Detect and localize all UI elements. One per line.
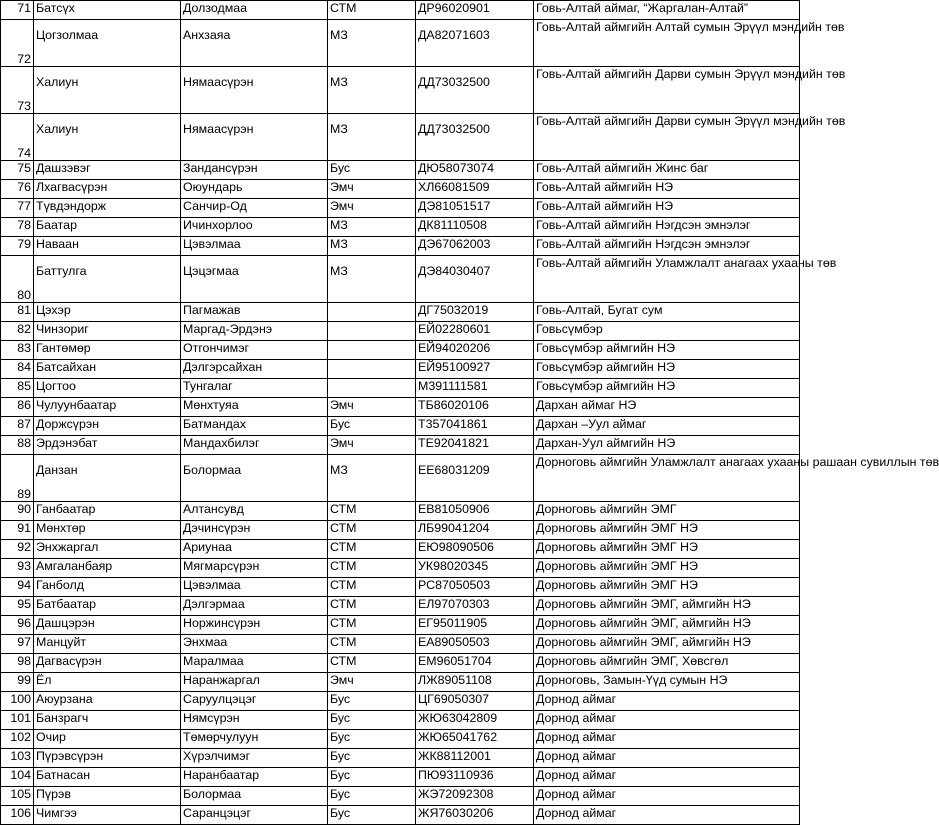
- registration-cell: ДГ75032019: [416, 303, 534, 322]
- row-number-cell: 101: [1, 711, 34, 730]
- row-number-cell: 79: [1, 237, 34, 256]
- row-number-cell: 103: [1, 749, 34, 768]
- row-number-cell: 97: [1, 635, 34, 654]
- name-cell: Баатар: [34, 218, 181, 237]
- row-number-cell: 84: [1, 360, 34, 379]
- table-row: [1, 578, 800, 597]
- given-name-cell: Алтансувд: [181, 502, 328, 521]
- row-number-cell: 73: [1, 67, 34, 114]
- name-cell: Чулуунбаатар: [34, 398, 181, 417]
- given-name-cell: Отгончимэг: [181, 341, 328, 360]
- table-row: [1, 597, 800, 616]
- location-cell: Дархан аймаг НЭ: [534, 398, 800, 417]
- row-number-cell: 89: [1, 455, 34, 502]
- role-cell: Бус: [328, 768, 416, 787]
- role-cell: СТМ: [328, 597, 416, 616]
- role-cell: [328, 322, 416, 341]
- name-cell: Манцуйт: [34, 635, 181, 654]
- location-cell: Дорноговь, Замын-Үүд сумын НЭ: [534, 673, 800, 692]
- row-number-cell: 82: [1, 322, 34, 341]
- registration-cell: ДД73032500: [416, 67, 534, 114]
- role-cell: Бус: [328, 161, 416, 180]
- given-name-cell: Тунгалаг: [181, 379, 328, 398]
- row-number-cell: 92: [1, 540, 34, 559]
- location-cell: Дорноговь аймгийн ЭМГ НЭ: [534, 559, 800, 578]
- registration-cell: ЕЕ68031209: [416, 455, 534, 502]
- role-cell: Бус: [328, 417, 416, 436]
- name-cell: Банзрагч: [34, 711, 181, 730]
- name-cell: Аюурзана: [34, 692, 181, 711]
- table-row: [1, 455, 800, 502]
- role-cell: МЗ: [328, 218, 416, 237]
- registration-cell: ЕЙ02280601: [416, 322, 534, 341]
- row-number-cell: 105: [1, 787, 34, 806]
- location-cell: Дорнод аймаг: [534, 692, 800, 711]
- location-cell: Дорнод аймаг: [534, 730, 800, 749]
- role-cell: Эмч: [328, 199, 416, 218]
- table-row: [1, 654, 800, 673]
- table-row: [1, 20, 800, 67]
- given-name-cell: Наранбаатар: [181, 768, 328, 787]
- role-cell: СТМ: [328, 559, 416, 578]
- table-row: [1, 768, 800, 787]
- table-row: [1, 502, 800, 521]
- registration-cell: ЕВ81050906: [416, 502, 534, 521]
- table-row: [1, 1, 800, 20]
- registration-cell: ПЮ93110936: [416, 768, 534, 787]
- location-cell: Говьсүмбэр аймгийн НЭ: [534, 360, 800, 379]
- row-number-cell: 71: [1, 1, 34, 20]
- role-cell: Бус: [328, 806, 416, 825]
- role-cell: Эмч: [328, 398, 416, 417]
- role-cell: Эмч: [328, 673, 416, 692]
- given-name-cell: Батмандах: [181, 417, 328, 436]
- name-cell: Пүрэвсүрэн: [34, 749, 181, 768]
- location-cell: Говь-Алтай аймгийн НЭ: [534, 199, 800, 218]
- row-number-cell: 77: [1, 199, 34, 218]
- given-name-cell: Хүрэлчимэг: [181, 749, 328, 768]
- name-cell: Наваан: [34, 237, 181, 256]
- role-cell: МЗ: [328, 20, 416, 67]
- name-cell: Дагвасүрэн: [34, 654, 181, 673]
- row-number-cell: 72: [1, 20, 34, 67]
- name-cell: Ганболд: [34, 578, 181, 597]
- name-cell: Амгаланбаяр: [34, 559, 181, 578]
- table-row: [1, 749, 800, 768]
- registration-cell: ДР96020901: [416, 1, 534, 20]
- table-row: [1, 787, 800, 806]
- registration-cell: ДЭ84030407: [416, 256, 534, 303]
- table-row: [1, 436, 800, 455]
- registration-cell: ДЭ67062003: [416, 237, 534, 256]
- role-cell: Бус: [328, 711, 416, 730]
- row-number-cell: 96: [1, 616, 34, 635]
- location-cell: Дорнод аймаг: [534, 787, 800, 806]
- table-row: [1, 379, 800, 398]
- name-cell: Мөнхтөр: [34, 521, 181, 540]
- location-cell: Говь-Алтай аймгийн Дарви сумын Эрүүл мэндийн төв: [534, 114, 800, 161]
- registration-cell: ЖК88112001: [416, 749, 534, 768]
- name-cell: Цогзолмаа: [34, 20, 181, 67]
- role-cell: СТМ: [328, 521, 416, 540]
- given-name-cell: Оюундарь: [181, 180, 328, 199]
- table-row: [1, 521, 800, 540]
- table-row: [1, 417, 800, 436]
- role-cell: Эмч: [328, 436, 416, 455]
- given-name-cell: Долзодмаа: [181, 1, 328, 20]
- role-cell: [328, 303, 416, 322]
- location-cell: Говь-Алтай аймгийн Дарви сумын Эрүүл мэндийн төв: [534, 67, 800, 114]
- given-name-cell: Цэвэлмаа: [181, 237, 328, 256]
- name-cell: Баттулга: [34, 256, 181, 303]
- table-row: [1, 237, 800, 256]
- registration-cell: ЕЛ97070303: [416, 597, 534, 616]
- registration-cell: ДА82071603: [416, 20, 534, 67]
- location-cell: Дорноговь аймгийн ЭМГ НЭ: [534, 578, 800, 597]
- name-cell: Ёл: [34, 673, 181, 692]
- location-cell: Говь-Алтай аймгийн Уламжлалт анагаах ухааны төв: [534, 256, 800, 303]
- registration-cell: ХЛ66081509: [416, 180, 534, 199]
- row-number-cell: 99: [1, 673, 34, 692]
- name-cell: Цогтоо: [34, 379, 181, 398]
- row-number-cell: 83: [1, 341, 34, 360]
- table-row: [1, 540, 800, 559]
- table-row: [1, 199, 800, 218]
- name-cell: Чимгээ: [34, 806, 181, 825]
- name-cell: Халиун: [34, 67, 181, 114]
- table-row: [1, 114, 800, 161]
- name-cell: Чинзориг: [34, 322, 181, 341]
- given-name-cell: Энхмаа: [181, 635, 328, 654]
- location-cell: Говь-Алтай, Бугат сум: [534, 303, 800, 322]
- location-cell: Дорнод аймаг: [534, 806, 800, 825]
- given-name-cell: Мягмарсүрэн: [181, 559, 328, 578]
- location-cell: Дорноговь аймгийн ЭМГ, Хөвсгөл: [534, 654, 800, 673]
- table-row: [1, 398, 800, 417]
- name-cell: Дашцэрэн: [34, 616, 181, 635]
- name-cell: Батсүх: [34, 1, 181, 20]
- registration-cell: УК98020345: [416, 559, 534, 578]
- given-name-cell: Пагмажав: [181, 303, 328, 322]
- location-cell: Дорноговь аймгийн ЭМГ, аймгийн НЭ: [534, 635, 800, 654]
- given-name-cell: Төмөрчулуун: [181, 730, 328, 749]
- role-cell: Бус: [328, 730, 416, 749]
- location-cell: Дорноговь аймгийн ЭМГ, аймгийн НЭ: [534, 616, 800, 635]
- given-name-cell: Ариунаа: [181, 540, 328, 559]
- name-cell: Эрдэнэбат: [34, 436, 181, 455]
- location-cell: Дорнод аймаг: [534, 768, 800, 787]
- role-cell: МЗ: [328, 114, 416, 161]
- role-cell: СТМ: [328, 635, 416, 654]
- role-cell: СТМ: [328, 654, 416, 673]
- row-number-cell: 90: [1, 502, 34, 521]
- location-cell: Дорноговь аймгийн Уламжлалт анагаах ухааны рашаан сувиллын төв: [534, 455, 800, 502]
- location-cell: Дорнод аймаг: [534, 711, 800, 730]
- table-row: [1, 256, 800, 303]
- given-name-cell: Маралмаа: [181, 654, 328, 673]
- row-number-cell: 81: [1, 303, 34, 322]
- registration-cell: ЛЖ89051108: [416, 673, 534, 692]
- role-cell: СТМ: [328, 1, 416, 20]
- given-name-cell: Дэлгэрмаа: [181, 597, 328, 616]
- name-cell: Гантөмөр: [34, 341, 181, 360]
- location-cell: Говь-Алтай аймгийн Жинс баг: [534, 161, 800, 180]
- name-cell: Очир: [34, 730, 181, 749]
- registration-cell: ДК81110508: [416, 218, 534, 237]
- role-cell: СТМ: [328, 616, 416, 635]
- table-row: [1, 303, 800, 322]
- given-name-cell: Анхзаяа: [181, 20, 328, 67]
- name-cell: Дашзэвэг: [34, 161, 181, 180]
- location-cell: Говь-Алтай аймгийн Нэгдсэн эмнэлэг: [534, 237, 800, 256]
- given-name-cell: Дэчинсүрэн: [181, 521, 328, 540]
- name-cell: Батбаатар: [34, 597, 181, 616]
- given-name-cell: Саранцэцэг: [181, 806, 328, 825]
- given-name-cell: Болормаа: [181, 455, 328, 502]
- given-name-cell: Маргад-Эрдэнэ: [181, 322, 328, 341]
- row-number-cell: 78: [1, 218, 34, 237]
- given-name-cell: Нямаасүрэн: [181, 114, 328, 161]
- role-cell: Бус: [328, 692, 416, 711]
- row-number-cell: 86: [1, 398, 34, 417]
- given-name-cell: Норжинсүрэн: [181, 616, 328, 635]
- given-name-cell: Нямаасүрэн: [181, 67, 328, 114]
- table-row: [1, 616, 800, 635]
- registration-cell: ЖЭ72092308: [416, 787, 534, 806]
- given-name-cell: Нямсүрэн: [181, 711, 328, 730]
- row-number-cell: 85: [1, 379, 34, 398]
- name-cell: Доржсүрэн: [34, 417, 181, 436]
- registration-cell: ЖЮ63042809: [416, 711, 534, 730]
- given-name-cell: Мандахбилэг: [181, 436, 328, 455]
- given-name-cell: Цэцэгмаа: [181, 256, 328, 303]
- name-cell: Батнасан: [34, 768, 181, 787]
- row-number-cell: 106: [1, 806, 34, 825]
- location-cell: Дархан-Уул аймгийн НЭ: [534, 436, 800, 455]
- row-number-cell: 91: [1, 521, 34, 540]
- table-row: [1, 218, 800, 237]
- location-cell: Говьсүмбэр: [534, 322, 800, 341]
- table-row: [1, 67, 800, 114]
- location-cell: Говьсүмбэр аймгийн НЭ: [534, 379, 800, 398]
- table-row: [1, 692, 800, 711]
- row-number-cell: 95: [1, 597, 34, 616]
- given-name-cell: Санчир-Од: [181, 199, 328, 218]
- location-cell: Дорноговь аймгийн ЭМГ: [534, 502, 800, 521]
- location-cell: Говь-Алтай аймгийн Нэгдсэн эмнэлэг: [534, 218, 800, 237]
- role-cell: МЗ: [328, 256, 416, 303]
- registration-cell: ЕЙ94020206: [416, 341, 534, 360]
- table-row: [1, 341, 800, 360]
- given-name-cell: Саруулцэцэг: [181, 692, 328, 711]
- registration-cell: ЛБ99041204: [416, 521, 534, 540]
- role-cell: СТМ: [328, 540, 416, 559]
- location-cell: Говь-Алтай аймгийн Алтай сумын Эрүүл мэндийн төв: [534, 20, 800, 67]
- location-cell: Дорнод аймаг: [534, 749, 800, 768]
- role-cell: Бус: [328, 787, 416, 806]
- table-row: [1, 673, 800, 692]
- registration-cell: ЕМ96051704: [416, 654, 534, 673]
- registration-cell: ЖЯ76030206: [416, 806, 534, 825]
- table-row: [1, 559, 800, 578]
- table-row: [1, 360, 800, 379]
- row-number-cell: 102: [1, 730, 34, 749]
- table-row: [1, 161, 800, 180]
- table-row: [1, 806, 800, 825]
- given-name-cell: Цэвэлмаа: [181, 578, 328, 597]
- role-cell: МЗ: [328, 67, 416, 114]
- row-number-cell: 93: [1, 559, 34, 578]
- registration-cell: ДЮ58073074: [416, 161, 534, 180]
- location-cell: Говьсүмбэр аймгийн НЭ: [534, 341, 800, 360]
- registration-cell: ТЕ92041821: [416, 436, 534, 455]
- row-number-cell: 75: [1, 161, 34, 180]
- role-cell: СТМ: [328, 502, 416, 521]
- table-row: [1, 635, 800, 654]
- location-cell: Дорноговь аймгийн ЭМГ НЭ: [534, 540, 800, 559]
- location-cell: Говь-Алтай аймгийн НЭ: [534, 180, 800, 199]
- given-name-cell: Болормаа: [181, 787, 328, 806]
- table-row: [1, 180, 800, 199]
- row-number-cell: 76: [1, 180, 34, 199]
- name-cell: Пүрэв: [34, 787, 181, 806]
- registration-cell: РС87050503: [416, 578, 534, 597]
- row-number-cell: 74: [1, 114, 34, 161]
- given-name-cell: Зандансүрэн: [181, 161, 328, 180]
- registration-cell: ТБ86020106: [416, 398, 534, 417]
- registration-cell: ЕГ95011905: [416, 616, 534, 635]
- row-number-cell: 104: [1, 768, 34, 787]
- row-number-cell: 100: [1, 692, 34, 711]
- row-number-cell: 98: [1, 654, 34, 673]
- role-cell: [328, 379, 416, 398]
- row-number-cell: 94: [1, 578, 34, 597]
- registration-cell: М391111581: [416, 379, 534, 398]
- table-row: [1, 730, 800, 749]
- registration-cell: ЦГ69050307: [416, 692, 534, 711]
- name-cell: Цэхэр: [34, 303, 181, 322]
- registration-cell: ЖЮ65041762: [416, 730, 534, 749]
- table-row: [1, 322, 800, 341]
- registration-cell: ЕЮ98090506: [416, 540, 534, 559]
- role-cell: [328, 341, 416, 360]
- location-cell: Дархан –Уул аймаг: [534, 417, 800, 436]
- location-cell: Дорноговь аймгийн ЭМГ, аймгийн НЭ: [534, 597, 800, 616]
- role-cell: СТМ: [328, 578, 416, 597]
- given-name-cell: Ичинхорлоо: [181, 218, 328, 237]
- location-cell: Говь-Алтай аймаг, “Жаргалан-Алтай”: [534, 1, 800, 20]
- row-number-cell: 87: [1, 417, 34, 436]
- name-cell: Батсайхан: [34, 360, 181, 379]
- registration-cell: Т357041861: [416, 417, 534, 436]
- name-cell: Лхагвасүрэн: [34, 180, 181, 199]
- given-name-cell: Мөнхтуяа: [181, 398, 328, 417]
- role-cell: Эмч: [328, 180, 416, 199]
- row-number-cell: 80: [1, 256, 34, 303]
- role-cell: МЗ: [328, 237, 416, 256]
- row-number-cell: 88: [1, 436, 34, 455]
- role-cell: МЗ: [328, 455, 416, 502]
- name-cell: Энхжаргал: [34, 540, 181, 559]
- role-cell: [328, 360, 416, 379]
- given-name-cell: Наранжаргал: [181, 673, 328, 692]
- role-cell: Бус: [328, 749, 416, 768]
- given-name-cell: Дэлгэрсайхан: [181, 360, 328, 379]
- name-cell: Халиун: [34, 114, 181, 161]
- registration-cell: ДЭ81051517: [416, 199, 534, 218]
- name-cell: Данзан: [34, 455, 181, 502]
- roster-body: [1, 1, 939, 825]
- name-cell: Ганбаатар: [34, 502, 181, 521]
- name-cell: Түвдэндорж: [34, 199, 181, 218]
- registration-cell: ЕЙ95100927: [416, 360, 534, 379]
- location-cell: Дорноговь аймгийн ЭМГ НЭ: [534, 521, 800, 540]
- table-row: [1, 711, 800, 730]
- registration-cell: ЕА89050503: [416, 635, 534, 654]
- registration-cell: ДД73032500: [416, 114, 534, 161]
